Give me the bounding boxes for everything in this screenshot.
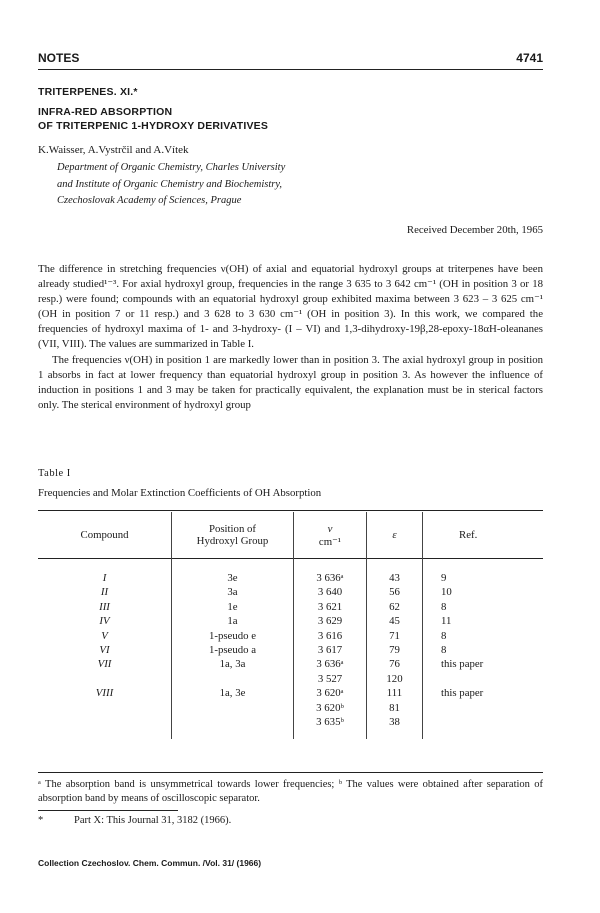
received-date: Received December 20th, 1965: [406, 224, 543, 236]
affiliation-line2: and Institute of Organic Chemistry and Biochemistry,: [57, 178, 283, 190]
cell-epsilon: 71: [367, 629, 423, 643]
cell-ref: 11: [441, 615, 452, 628]
col-header-nu: [294, 512, 367, 559]
table-header-row: [38, 512, 543, 559]
cell-compound: IV: [38, 614, 172, 628]
cell-epsilon: 56: [367, 585, 423, 599]
col-header-ref: Ref.: [459, 529, 478, 541]
cell-epsilon: 120: [367, 672, 423, 686]
cell-frequency: 3 620ᵃ: [294, 686, 367, 700]
cell-ref: 8: [441, 600, 447, 613]
cell-epsilon: 43: [367, 559, 423, 586]
col-header-position-line2: Hydroxyl Group: [196, 535, 269, 547]
cell-position: 1-pseudo a: [172, 643, 294, 657]
cell-ref: [423, 715, 544, 729]
page-number: 4741: [516, 51, 543, 65]
cell-position: 1a: [172, 614, 294, 628]
col-header-compound: Compound: [38, 512, 172, 559]
body-text: [38, 262, 543, 413]
table-row: [38, 672, 543, 686]
cell-position: [172, 715, 294, 729]
article-title-line2: OF TRITERPENIC 1-HYDROXY DERIVATIVES: [38, 120, 269, 132]
article-title-line1: INFRA-RED ABSORPTION: [38, 106, 173, 118]
table-row: [38, 715, 543, 729]
cell-epsilon: 81: [367, 701, 423, 715]
cell-compound: VI: [38, 643, 172, 657]
cell-ref: [423, 672, 544, 686]
cell-position: 3e: [172, 559, 294, 586]
body-paragraph-1: The difference in stretching frequencies ν(OH) of axial and equatorial hydroxyl groups at triterpenes have been already studied¹⁻³. For axial hydroxyl group, frequencies in the range 3 635 to 3 642 cm⁻¹ (OH in position 3 or 18 resp.) were found; compounds with an equatorial hydroxyl group exhibited maxima between 3 623 – 3 625 cm⁻¹ (OH in position 7 or 11 resp.) and 3 628 to 3 630 cm⁻¹ (OH in position 3). In this work, we compared the frequencies of hydroxyl maxima of 1- and 3-hydroxy- (I – VI) and 1,3-dihydroxy-19β,28-epoxy-18αH-oleananes (VII, VIII). The values are summarized in Table I.: [38, 263, 543, 351]
footnote-text: Part X: This Journal 31, 3182 (1966).: [74, 815, 232, 826]
affiliation-line1: Department of Organic Chemistry, Charles University: [57, 162, 286, 173]
table-row: [38, 600, 543, 614]
cell-compound: V: [38, 629, 172, 643]
table-footnote: ᵃ The absorption band is unsymmetrical towards lower frequencies; ᵇ The values were obtained after separation of absorption band by means of oscilloscopic separator.: [38, 779, 543, 804]
cell-compound: III: [38, 600, 172, 614]
cell-frequency: 3 636ᵃ: [294, 657, 367, 671]
footnote-mark: *: [38, 815, 44, 826]
spacer-cell: [423, 729, 544, 739]
cell-frequency: 3 629: [294, 614, 367, 628]
cell-frequency: 3 527: [294, 672, 367, 686]
cell-epsilon: 76: [367, 657, 423, 671]
cell-position: [172, 672, 294, 686]
table-body: [38, 559, 543, 740]
cell-epsilon: 45: [367, 614, 423, 628]
cell-position: 1a, 3a: [172, 657, 294, 671]
table-row: [38, 701, 543, 715]
cell-epsilon: 62: [367, 600, 423, 614]
cell-epsilon: 38: [367, 715, 423, 729]
series-title: TRITERPENES. XI.*: [38, 86, 138, 98]
spacer-cell: [38, 729, 172, 739]
cell-frequency: 3 616: [294, 629, 367, 643]
cell-frequency: 3 621: [294, 600, 367, 614]
cell-ref: this paper: [441, 658, 484, 671]
table-row: [38, 585, 543, 599]
cell-compound: [38, 672, 172, 686]
col-header-nu-symbol: ν: [327, 522, 333, 535]
cell-ref: [423, 701, 544, 715]
cell-epsilon: 79: [367, 643, 423, 657]
col-header-epsilon: ε: [367, 512, 423, 559]
cell-frequency: 3 635ᵇ: [294, 715, 367, 729]
footnote-rule: [38, 810, 178, 811]
cell-compound: [38, 715, 172, 729]
cell-epsilon: 111: [367, 686, 423, 700]
cell-ref: 8: [441, 644, 447, 657]
table-row: [38, 686, 543, 700]
table-label: Table I: [38, 468, 71, 479]
authors: K.Waisser, A.Vystrčil and A.Vítek: [38, 144, 189, 156]
cell-position: 3a: [172, 585, 294, 599]
cell-position: [172, 701, 294, 715]
data-table: [38, 512, 543, 739]
cell-frequency: 3 640: [294, 585, 367, 599]
col-header-nu-unit: cm⁻¹: [318, 535, 342, 548]
cell-compound: II: [38, 585, 172, 599]
table-row: [38, 559, 543, 586]
affiliation: [57, 160, 285, 210]
table-row: [38, 629, 543, 643]
table-row: [38, 657, 543, 671]
table-top-rule: [38, 510, 543, 511]
cell-compound: [38, 701, 172, 715]
col-header-position: [172, 512, 294, 559]
cell-ref: 8: [441, 629, 447, 642]
cell-ref: 9: [441, 572, 447, 584]
cell-compound: VIII: [38, 686, 172, 700]
table-row: [38, 614, 543, 628]
cell-ref: this paper: [441, 687, 484, 700]
cell-frequency: 3 617: [294, 643, 367, 657]
affiliation-line3: Czechoslovak Academy of Sciences, Prague: [57, 195, 242, 206]
spacer-cell: [294, 729, 367, 739]
cell-position: 1-pseudo e: [172, 629, 294, 643]
cell-frequency: 3 636ᵃ: [294, 559, 367, 586]
journal-footer: Collection Czechoslov. Chem. Commun. /Vol. 31/ (1966): [38, 858, 262, 868]
cell-position: 1e: [172, 600, 294, 614]
table-bottom-rule: [38, 772, 543, 773]
header-rule: [38, 69, 543, 70]
cell-compound: I: [38, 559, 172, 586]
body-paragraph-2: The frequencies ν(OH) in position 1 are markedly lower than in position 3. The axial hydroxyl group in position 1 absorbs in fact at lower frequency than equatorial hydroxyl group in position 3. As however the influence of induction in positions 1 and 3 may be taken for practically equivalent, the explanation must be in sterical factors only. The sterical environment of hydroxyl group: [38, 353, 543, 411]
cell-position: 1a, 3e: [172, 686, 294, 700]
table-caption: Frequencies and Molar Extinction Coefficients of OH Absorption: [38, 487, 322, 499]
cell-compound: VII: [38, 657, 172, 671]
running-head-section: NOTES: [38, 51, 80, 65]
cell-frequency: 3 620ᵇ: [294, 701, 367, 715]
col-header-position-line1: Position of: [208, 523, 257, 535]
table-row: [38, 643, 543, 657]
cell-ref: 10: [441, 586, 452, 599]
table-spacer-row: [38, 729, 543, 739]
spacer-cell: [172, 729, 294, 739]
spacer-cell: [367, 729, 423, 739]
